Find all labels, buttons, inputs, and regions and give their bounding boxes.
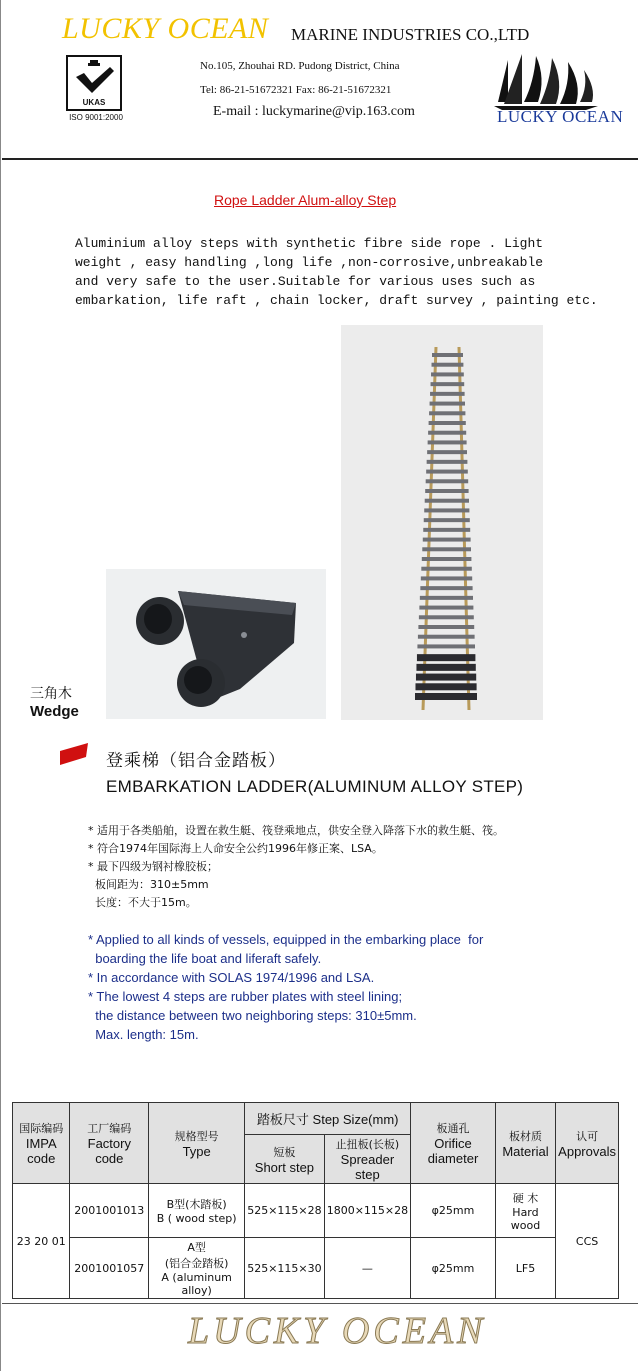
ladder-step — [420, 586, 472, 590]
ukas-text: UKAS — [82, 98, 106, 107]
note-cn: 板间距为：310±5mm — [88, 878, 209, 891]
ukas-certification-logo — [64, 55, 128, 122]
description-line: Aluminium alloy steps with synthetic fibre side rope . Light — [75, 236, 544, 251]
header-spreader-en: Spreader step — [340, 1152, 395, 1182]
header-divider — [2, 158, 638, 160]
short-step-cell: 525×115×30 — [245, 1238, 324, 1299]
header-factory-cn: 工厂编码 — [87, 1122, 132, 1135]
ladder-step — [423, 528, 470, 532]
ladder-step — [425, 489, 468, 493]
header-spreader — [324, 1135, 411, 1184]
note-cn: * 符合1974年国际海上人命安全公约1996年修正案、LSA。 — [88, 842, 383, 855]
ladder-step — [430, 402, 465, 406]
company-tel-fax: Tel: 86-21-51672321 Fax: 86-21-51672321 — [200, 84, 392, 96]
ladder-step — [425, 499, 469, 503]
ladder-step — [431, 382, 465, 386]
note-cn: 长度：不大于15m。 — [88, 896, 197, 909]
footer-divider — [2, 1303, 638, 1304]
company-name: MARINE INDUSTRIES CO.,LTD — [291, 25, 530, 44]
note-en: * In accordance with SOLAS 1974/1996 and LSA. — [88, 970, 375, 985]
ukas-badge — [66, 55, 122, 111]
wedge-label-en: Wedge — [30, 703, 79, 720]
left-border-line — [0, 0, 1, 1371]
type-cn: B型(木踏板) — [166, 1198, 227, 1211]
description-line: and very safe to the user.Suitable for various uses such as — [75, 274, 536, 289]
checkmark-icon — [68, 57, 120, 97]
note-en: boarding the life boat and liferaft safely. — [88, 951, 322, 966]
ladder-step — [424, 518, 470, 522]
iso-label: ISO 9001:2000 — [69, 113, 123, 122]
ladder-step — [426, 479, 469, 483]
header-short-en: Short step — [254, 1159, 315, 1175]
company-email: E-mail : luckymarine@vip.163.com — [213, 104, 415, 119]
header-type-cn: 规格型号 — [174, 1129, 219, 1143]
header-type — [149, 1103, 245, 1184]
header-stepsize: 踏板尺寸 Step Size(mm) — [245, 1103, 411, 1135]
header-approvals-en: Approvals — [558, 1143, 616, 1159]
header-spreader-cn: 止扭板(长板) — [335, 1138, 400, 1151]
wedge-illustration — [106, 569, 326, 719]
ladder-step — [420, 596, 473, 600]
footer-logo: LUCKY OCEAN — [188, 1310, 487, 1352]
ladder-step — [421, 576, 472, 580]
ladder-step — [417, 644, 475, 648]
ladder-step — [418, 635, 475, 639]
spreader-step-cell: 1800×115×28 — [324, 1184, 411, 1238]
ladder-step — [423, 538, 471, 542]
ladder-step — [429, 411, 465, 415]
ladder-step — [415, 683, 476, 690]
factory-code-cell: 2001001057 — [70, 1238, 149, 1299]
note-en: * The lowest 4 steps are rubber plates with steel lining; — [88, 989, 403, 1004]
type-en: A (aluminum alloy) — [161, 1271, 232, 1297]
logo-text: LUCKY OCEAN — [497, 107, 624, 126]
material-cell: LF5 — [495, 1238, 555, 1299]
type-en: B ( wood step) — [156, 1212, 237, 1225]
ladder-step — [416, 674, 476, 681]
spreader-step-cell: — — [324, 1238, 411, 1299]
table-row — [13, 1184, 619, 1238]
ladder-step — [415, 693, 477, 700]
header-approvals-cn: 认可 — [576, 1129, 599, 1143]
ladder-step — [427, 450, 467, 454]
header-impa-cn: 国际编码 — [19, 1122, 64, 1135]
ladder-step — [428, 431, 466, 435]
rope-ladder-photo — [341, 325, 543, 720]
product-title: Rope Ladder Alum-alloy Step — [214, 192, 397, 208]
header-short-cn: 短板 — [273, 1145, 296, 1159]
wedge-photo — [106, 569, 326, 719]
note-en: the distance between two neighboring steps: 310±5mm. — [88, 1008, 417, 1023]
ladder-step — [421, 567, 471, 571]
product-description — [75, 234, 620, 310]
note-en: * Applied to all kinds of vessels, equipped in the embarking place for — [88, 932, 484, 947]
description-line: weight , easy handling ,long life ,non-corrosive,unbreakable — [75, 255, 544, 270]
notes-en — [88, 930, 483, 1044]
header-material-en: Material — [502, 1143, 549, 1159]
orifice-cell: φ25mm — [411, 1238, 496, 1299]
embarkation-title-en: EMBARKATION LADDER(ALUMINUM ALLOY STEP) — [106, 777, 524, 796]
ladder-step — [417, 654, 475, 661]
approvals-cell: CCS — [556, 1184, 619, 1299]
description-line: embarkation, life raft , chain locker, draft survey , painting etc. — [75, 293, 598, 308]
header-impa-en: IMPA code — [25, 1136, 57, 1166]
type-cn-sub: (铝合金踏板) — [164, 1257, 229, 1270]
header-material — [495, 1103, 555, 1184]
brand-name: LUCKY OCEAN — [62, 12, 269, 45]
ladder-step — [418, 625, 474, 629]
header-factory — [70, 1103, 149, 1184]
type-cn: A型 — [187, 1241, 206, 1254]
impa-code-cell: 23 20 01 — [13, 1184, 70, 1299]
ladder-step — [416, 664, 475, 671]
short-step-cell: 525×115×28 — [245, 1184, 324, 1238]
ladder-step — [427, 460, 468, 464]
material-cn: 硬 木 — [512, 1191, 539, 1205]
company-address: No.105, Zhouhai RD. Pudong District, China — [200, 60, 400, 72]
header-approvals — [556, 1103, 619, 1184]
spec-table — [12, 1102, 619, 1299]
table-row — [13, 1238, 619, 1299]
material-en: Hard wood — [510, 1205, 541, 1232]
type-cell — [149, 1184, 245, 1238]
note-cn: * 最下四级为钢衬橡胶板； — [88, 860, 218, 873]
ladder-step — [419, 606, 473, 610]
header-orifice — [411, 1103, 496, 1184]
ladder-illustration — [341, 325, 543, 720]
note-cn: * 适用于各类船舶，设置在救生艇、筏登乘地点，供安全登入降落下水的救生艇、筏。 — [88, 824, 504, 837]
header-short — [245, 1135, 324, 1184]
ladder-step — [431, 372, 464, 376]
ladder-step — [432, 353, 463, 357]
ladder-step — [424, 508, 469, 512]
orifice-cell: φ25mm — [411, 1184, 496, 1238]
material-cell — [495, 1184, 555, 1238]
header-factory-en: Factory code — [87, 1136, 131, 1166]
ladder-step — [426, 470, 468, 474]
ladder-step — [422, 547, 471, 551]
header-impa — [13, 1103, 70, 1184]
header-orifice-cn: 板通孔 — [436, 1122, 470, 1135]
ladder-step — [419, 615, 474, 619]
notes-cn — [88, 822, 504, 912]
ladder-step — [430, 392, 465, 396]
factory-code-cell: 2001001013 — [70, 1184, 149, 1238]
red-flag-icon — [60, 743, 90, 765]
header-material-cn: 板材质 — [508, 1129, 542, 1143]
type-cell — [149, 1238, 245, 1299]
ladder-step — [429, 421, 466, 425]
note-en: Max. length: 15m. — [88, 1027, 199, 1042]
ladder-step — [422, 557, 472, 561]
ladder-step — [428, 440, 467, 444]
ladder-step — [432, 363, 464, 367]
wedge-label-cn: 三角木 — [30, 686, 72, 702]
header-type-en: Type — [182, 1143, 211, 1159]
embarkation-title-cn: 登乘梯（铝合金踏板） — [106, 751, 286, 771]
header-orifice-en: Orifice diameter — [427, 1136, 479, 1166]
